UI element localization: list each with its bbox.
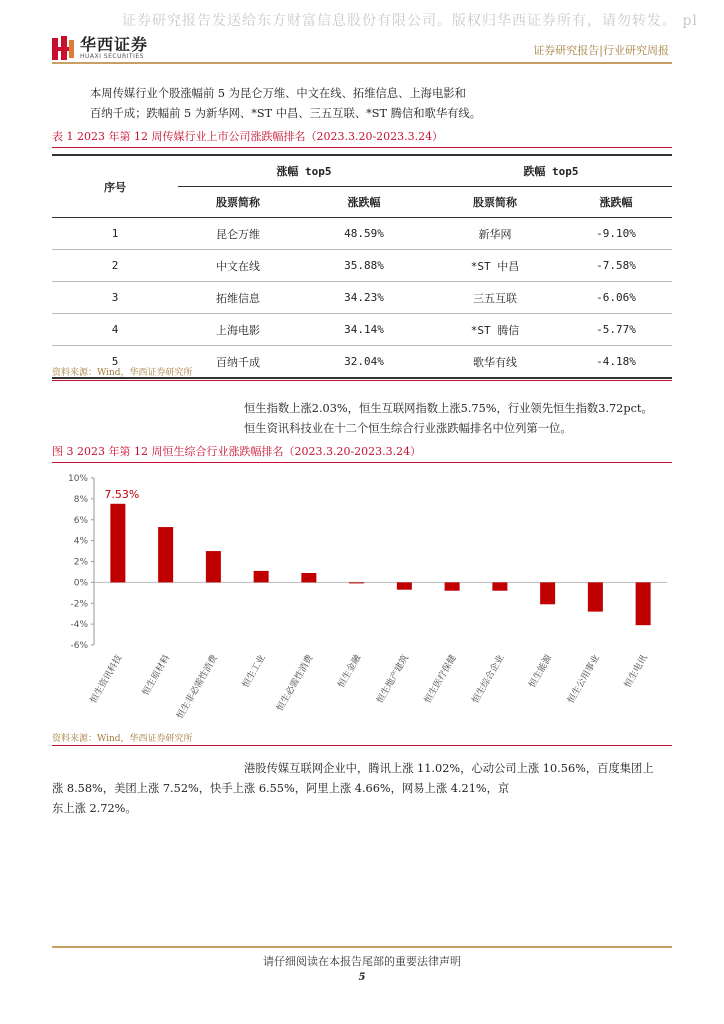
intro-paragraph	[90, 84, 481, 124]
down-stock-name: 新华网	[430, 218, 560, 250]
down-stock-change: -5.77%	[560, 314, 672, 346]
report-type: 证券研究报告|行业研究周报	[533, 44, 669, 57]
table-row	[52, 218, 672, 250]
x-tick-label: 恒生金融	[336, 653, 364, 690]
up-stock-change: 34.23%	[298, 282, 430, 314]
industry-change-bar-chart	[52, 470, 672, 725]
col-down-name-header: 股票简称	[430, 187, 560, 218]
watermark: 证券研究报告发送给东方财富信息股份有限公司。版权归华西证券所有，请勿转发。 pl	[122, 13, 698, 29]
bar	[588, 582, 603, 611]
bar	[301, 573, 316, 582]
x-tick-label: 恒生医疗保健	[423, 653, 459, 706]
figure-caption: 图 3 2023 年第 12 周恒生综合行业涨跌幅排名（2023.3.20-2023.3.24）	[52, 445, 422, 458]
down-stock-name: 歌华有线	[430, 346, 560, 379]
up-stock-change: 35.88%	[298, 250, 430, 282]
logo-icon	[52, 36, 74, 60]
down-stock-change: -6.06%	[560, 282, 672, 314]
hk-media-line-3: 东上涨 2.72%。	[52, 802, 137, 815]
bar	[158, 527, 173, 582]
row-index: 5	[52, 346, 178, 379]
table-source: 资料来源：Wind，华西证券研究所	[52, 368, 193, 378]
hang-seng-paragraph	[244, 399, 653, 439]
bar	[492, 582, 507, 590]
down-stock-name: *ST 腾信	[430, 314, 560, 346]
row-index: 1	[52, 218, 178, 250]
down-stock-change: -9.10%	[560, 218, 672, 250]
bar	[110, 504, 125, 583]
y-tick-label: 6%	[73, 515, 88, 526]
figure-caption-rule	[52, 462, 672, 463]
intro-line-2: 百纳千成；跌幅前 5 为新华网、*ST 中昌、三五互联、*ST 腾信和歌华有线。	[90, 107, 482, 120]
row-index: 2	[52, 250, 178, 282]
up-stock-name: 上海电影	[178, 314, 298, 346]
table-row	[52, 314, 672, 346]
x-tick-label: 恒生非必需性消费	[175, 653, 220, 721]
x-tick-label: 恒生公用事业	[566, 653, 602, 706]
y-tick-label: -6%	[70, 641, 88, 651]
data-label: 7.53%	[104, 487, 140, 501]
logo-name-cn: 华西证券	[80, 34, 149, 54]
table-source-rule	[52, 380, 672, 381]
bar	[206, 551, 221, 582]
col-index-header: 序号	[52, 155, 178, 218]
bar	[397, 582, 412, 589]
logo-name-en: HUAXI SECURITIES	[80, 52, 144, 60]
up-stock-change: 48.59%	[298, 218, 430, 250]
table-row	[52, 250, 672, 282]
row-index: 3	[52, 282, 178, 314]
x-tick-label: 恒生必需性消费	[275, 653, 316, 714]
y-tick-label: -2%	[70, 599, 88, 610]
intro-line-1: 本周传媒行业个股涨幅前 5 为昆仑万维、中文在线、拓维信息、上海电影和	[90, 87, 466, 100]
x-tick-label: 恒生电讯	[623, 653, 650, 690]
up-stock-name: 百纳千成	[178, 346, 298, 379]
y-tick-label: 10%	[67, 474, 88, 484]
x-tick-label: 恒生原材料	[141, 653, 173, 698]
hk-media-paragraph	[244, 759, 684, 779]
bar	[254, 571, 269, 582]
figure-source: 资料来源：Wind，华西证券研究所	[52, 734, 193, 744]
up-stock-name: 拓维信息	[178, 282, 298, 314]
hang-seng-line-1: 恒生指数上涨2.03%，恒生互联网指数上涨5.75%，行业领先恒生指数3.72pct。	[244, 402, 653, 415]
bar	[445, 582, 460, 590]
y-tick-label: -4%	[70, 620, 88, 631]
brand-logo	[52, 36, 148, 60]
col-up-change-header: 涨跌幅	[298, 187, 430, 218]
x-tick-label: 恒生工业	[241, 653, 268, 690]
hk-media-paragraph-cont	[52, 779, 692, 819]
y-tick-label: 4%	[73, 536, 88, 547]
x-tick-label: 恒生能源	[527, 653, 555, 690]
hang-seng-line-2: 恒生资讯科技业在十二个恒生综合行业涨跌幅排名中位列第一位。	[244, 422, 572, 435]
table-row	[52, 282, 672, 314]
up-stock-name: 中文在线	[178, 250, 298, 282]
down-stock-name: 三五互联	[430, 282, 560, 314]
down-stock-name: *ST 中昌	[430, 250, 560, 282]
group-down-header: 跌幅 top5	[430, 155, 672, 187]
row-index: 4	[52, 314, 178, 346]
media-stock-ranking-table	[52, 154, 672, 379]
col-up-name-header: 股票简称	[178, 187, 298, 218]
y-tick-label: 0%	[73, 578, 88, 589]
bar	[636, 582, 651, 625]
col-down-change-header: 涨跌幅	[560, 187, 672, 218]
header-divider	[52, 62, 672, 64]
up-stock-change: 32.04%	[298, 346, 430, 379]
group-up-header: 涨幅 top5	[178, 155, 430, 187]
bar	[540, 582, 555, 604]
hk-media-line-2: 涨 8.58%，美团上涨 7.52%，快手上涨 6.55%，阿里上涨 4.66%，网易上涨 4.21%，京	[52, 782, 510, 795]
legal-disclaimer: 请仔细阅读在本报告尾部的重要法律声明	[263, 955, 461, 968]
y-tick-label: 8%	[73, 494, 88, 505]
hk-media-line-1: 港股传媒互联网企业中，腾讯上涨 11.02%，心动公司上涨 10.56%，百度集团上	[244, 762, 654, 775]
table-caption: 表 1 2023 年第 12 周传媒行业上市公司涨跌幅排名（2023.3.20-2023.3.24）	[52, 130, 444, 143]
up-stock-change: 34.14%	[298, 314, 430, 346]
x-tick-label: 恒生综合企业	[470, 653, 507, 706]
bar	[349, 582, 364, 583]
page-number: 5	[358, 972, 366, 983]
y-tick-label: 2%	[73, 557, 88, 568]
x-tick-label: 恒生地产建筑	[375, 653, 411, 706]
footer-divider	[52, 946, 672, 948]
figure-source-rule	[52, 745, 672, 746]
x-tick-label: 恒生资讯科技	[88, 653, 125, 706]
table-caption-rule	[52, 147, 672, 148]
up-stock-name: 昆仑万维	[178, 218, 298, 250]
down-stock-change: -7.58%	[560, 250, 672, 282]
down-stock-change: -4.18%	[560, 346, 672, 379]
